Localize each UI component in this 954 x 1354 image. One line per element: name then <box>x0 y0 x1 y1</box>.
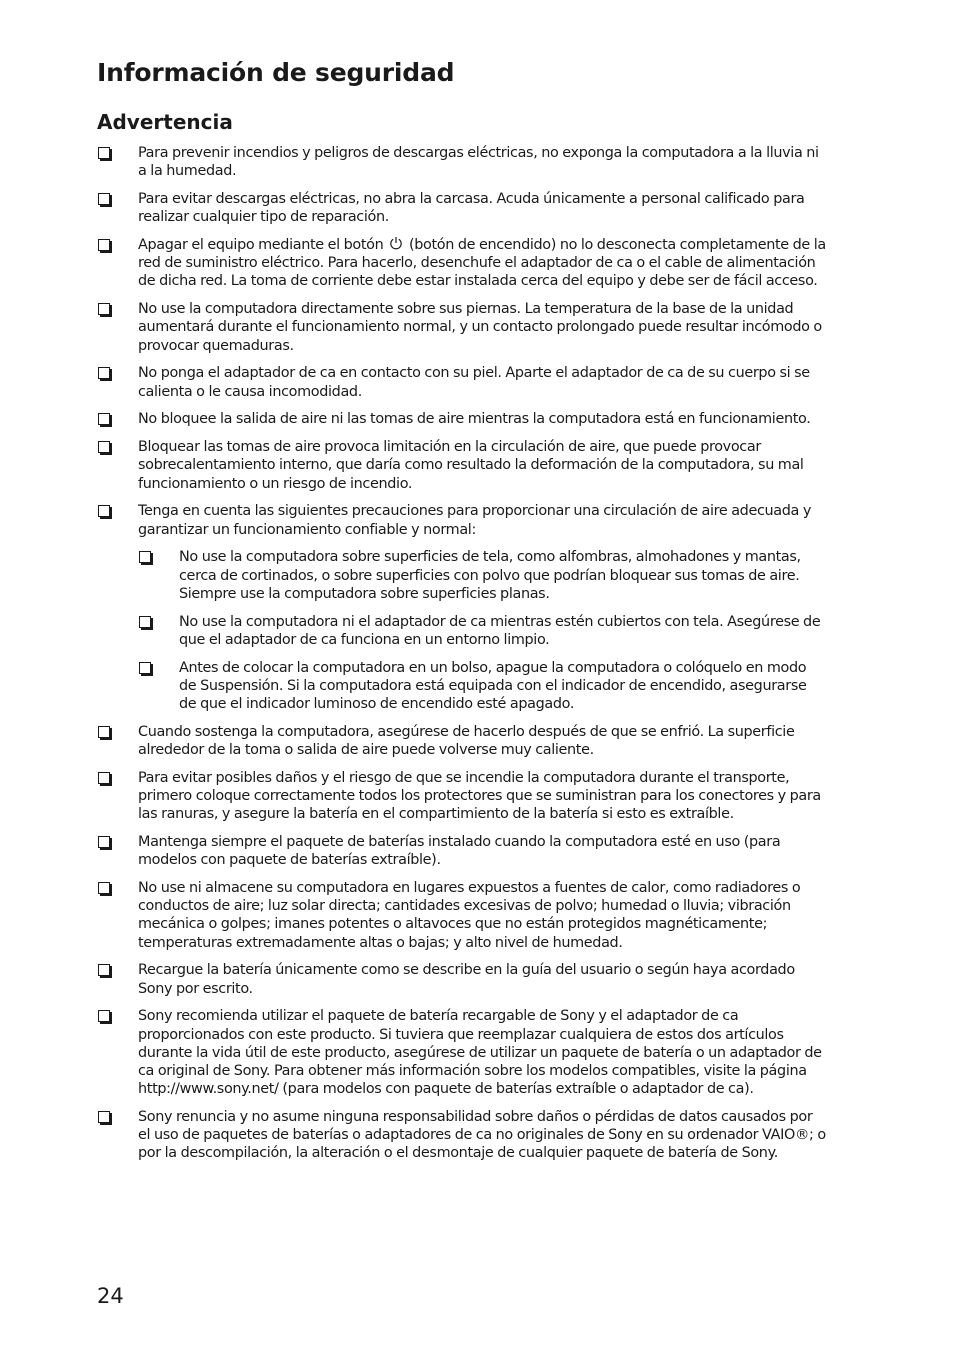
checkbox-bullet-icon <box>98 441 110 453</box>
section-heading-advertencia: Advertencia <box>97 110 233 134</box>
warning-item-15 <box>97 1108 827 1163</box>
warning-text: Para evitar posibles daños y el riesgo de que se incendie la computadora durante el transporte, primero coloque correctamente todos los protectores que se suministran para los conectores y para las ranuras, y asegure la batería en el compartimiento de la batería si esto es extraíble. <box>138 769 821 823</box>
warning-item-3 <box>97 236 827 291</box>
checkbox-bullet-icon <box>139 662 151 674</box>
checkbox-bullet-icon <box>98 1111 110 1123</box>
ventilation-sub-list <box>138 548 827 713</box>
checkbox-bullet-icon <box>98 1010 110 1022</box>
checkbox-bullet-icon <box>98 303 110 315</box>
checkbox-bullet-icon <box>98 505 110 517</box>
warning-item-14 <box>97 1007 827 1098</box>
warning-text: No use la computadora directamente sobre sus piernas. La temperatura de la base de la unidad aumentará durante el funcionamiento normal, y un contacto prolongado puede resultar incómodo o provocar quemaduras. <box>138 301 822 354</box>
warning-item-2 <box>97 190 827 226</box>
checkbox-bullet-icon <box>98 836 110 848</box>
warning-text: Tenga en cuenta las siguientes precauciones para proporcionar una circulación de aire adecuada y garantizar un funcionamiento confiable y normal: <box>138 503 812 538</box>
checkbox-bullet-icon <box>98 239 110 251</box>
sub-item-text: No use la computadora sobre superficies de tela, como alfombras, almohadones y mantas, cerca de cortinados, o sobre superficies con polvo que podrían bloquear sus tomas de aire. Siempre use la computadora sobre superficies planas. <box>179 549 801 602</box>
warning-text-after-icon: (botón de encendido) no lo desconecta completamente de la red de suministro eléctrico. Para hacerlo, desenchufe el adaptador de ca o el cable de alimentación de dicha red. La toma de corriente debe estar instalada cerca del equipo y debe ser de fácil acceso. <box>138 237 826 290</box>
warning-text: Sony renuncia y no asume ninguna responsabilidad sobre daños o pérdidas de datos causados por el uso de paquetes de baterías o adaptadores de ca no originales de Sony en su ordenador VAIO®; o por la descompilación, la alteración o el desmontaje de cualquier paquete de batería de Sony. <box>138 1109 826 1162</box>
page-number: 24 <box>97 1284 124 1308</box>
checkbox-bullet-icon <box>98 193 110 205</box>
sub-item-2 <box>138 613 827 649</box>
sub-item-text: No use la computadora ni el adaptador de ca mientras estén cubiertos con tela. Asegúrese de que el adaptador de ca funciona en un entorno limpio. <box>179 613 821 648</box>
warning-text: No bloquee la salida de aire ni las tomas de aire mientras la computadora está en funcionamiento. <box>138 411 811 428</box>
checkbox-bullet-icon <box>98 882 110 894</box>
page-title: Información de seguridad <box>97 58 455 87</box>
checkbox-bullet-icon <box>98 413 110 425</box>
checkbox-bullet-icon <box>98 726 110 738</box>
checkbox-bullet-icon <box>98 367 110 379</box>
warning-item-9 <box>97 723 827 759</box>
warning-item-11 <box>97 833 827 869</box>
checkbox-bullet-icon <box>98 147 110 159</box>
sub-item-3 <box>138 659 827 714</box>
warning-item-12 <box>97 879 827 952</box>
power-button-icon <box>389 236 403 250</box>
warning-item-1 <box>97 144 827 180</box>
warning-text: Para evitar descargas eléctricas, no abra la carcasa. Acuda únicamente a personal calificado para realizar cualquier tipo de reparación. <box>138 191 805 226</box>
warning-text: Sony recomienda utilizar el paquete de batería recargable de Sony y el adaptador de ca proporcionados con este producto. Si tuviera que reemplazar cualquiera de estos dos artículos durante la vida útil de este producto, asegúrese de utilizar un paquete de batería o un adaptador de ca original de Sony. Para obtener más información sobre los modelos compatibles, visite la página http://www.sony.net/ (para modelos con paquete de baterías extraíble o adaptador de ca). <box>138 1008 822 1098</box>
checkbox-bullet-icon <box>139 551 151 563</box>
warning-text: Mantenga siempre el paquete de baterías instalado cuando la computadora esté en uso (para modelos con paquete de baterías extraíble). <box>138 834 781 869</box>
warning-item-8 <box>97 502 827 713</box>
warning-item-10 <box>97 769 827 824</box>
warning-text: No use ni almacene su computadora en lugares expuestos a fuentes de calor, como radiadores o conductos de aire; luz solar directa; cantidades excesivas de polvo; humedad o lluvia; vibración mecánica o golpes; imanes potentes o altavoces que no están protegidos magnéticamente; temperaturas extremadamente altas o bajas; y alto nivel de humedad. <box>138 880 801 951</box>
warning-text: Cuando sostenga la computadora, asegúrese de hacerlo después de que se enfrió. La superficie alrededor de la toma o salida de aire puede volverse muy caliente. <box>138 723 795 759</box>
sub-item-text: Antes de colocar la computadora en un bolso, apague la computadora o colóquelo en modo de Suspensión. Si la computadora está equipada con el indicador de encendido, asegurarse de que el indicador luminoso de encendido esté apagado. <box>179 659 807 713</box>
warning-list <box>97 144 827 1172</box>
checkbox-bullet-icon <box>139 616 151 628</box>
warning-text: Recargue la batería únicamente como se describe en la guía del usuario o según haya acordado Sony por escrito. <box>138 962 795 997</box>
warning-text: Para prevenir incendios y peligros de descargas eléctricas, no exponga la computadora a la lluvia ni a la humedad. <box>138 145 819 180</box>
warning-text-before-icon: Apagar el equipo mediante el botón <box>138 237 384 253</box>
warning-item-7 <box>97 438 827 493</box>
warning-text: No ponga el adaptador de ca en contacto con su piel. Aparte el adaptador de ca de su cuerpo si se calienta o le causa incomodidad. <box>138 365 810 400</box>
sub-item-1 <box>138 548 827 603</box>
checkbox-bullet-icon <box>98 772 110 784</box>
warning-text: Bloquear las tomas de aire provoca limitación en la circulación de aire, que puede provocar sobrecalentamiento interno, que daría como resultado la deformación de la computadora, su mal funcionamiento o un riesgo de incendio. <box>138 439 804 492</box>
checkbox-bullet-icon <box>98 964 110 976</box>
warning-item-13 <box>97 961 827 997</box>
warning-item-6 <box>97 410 827 428</box>
warning-item-5 <box>97 364 827 400</box>
warning-item-4 <box>97 300 827 355</box>
